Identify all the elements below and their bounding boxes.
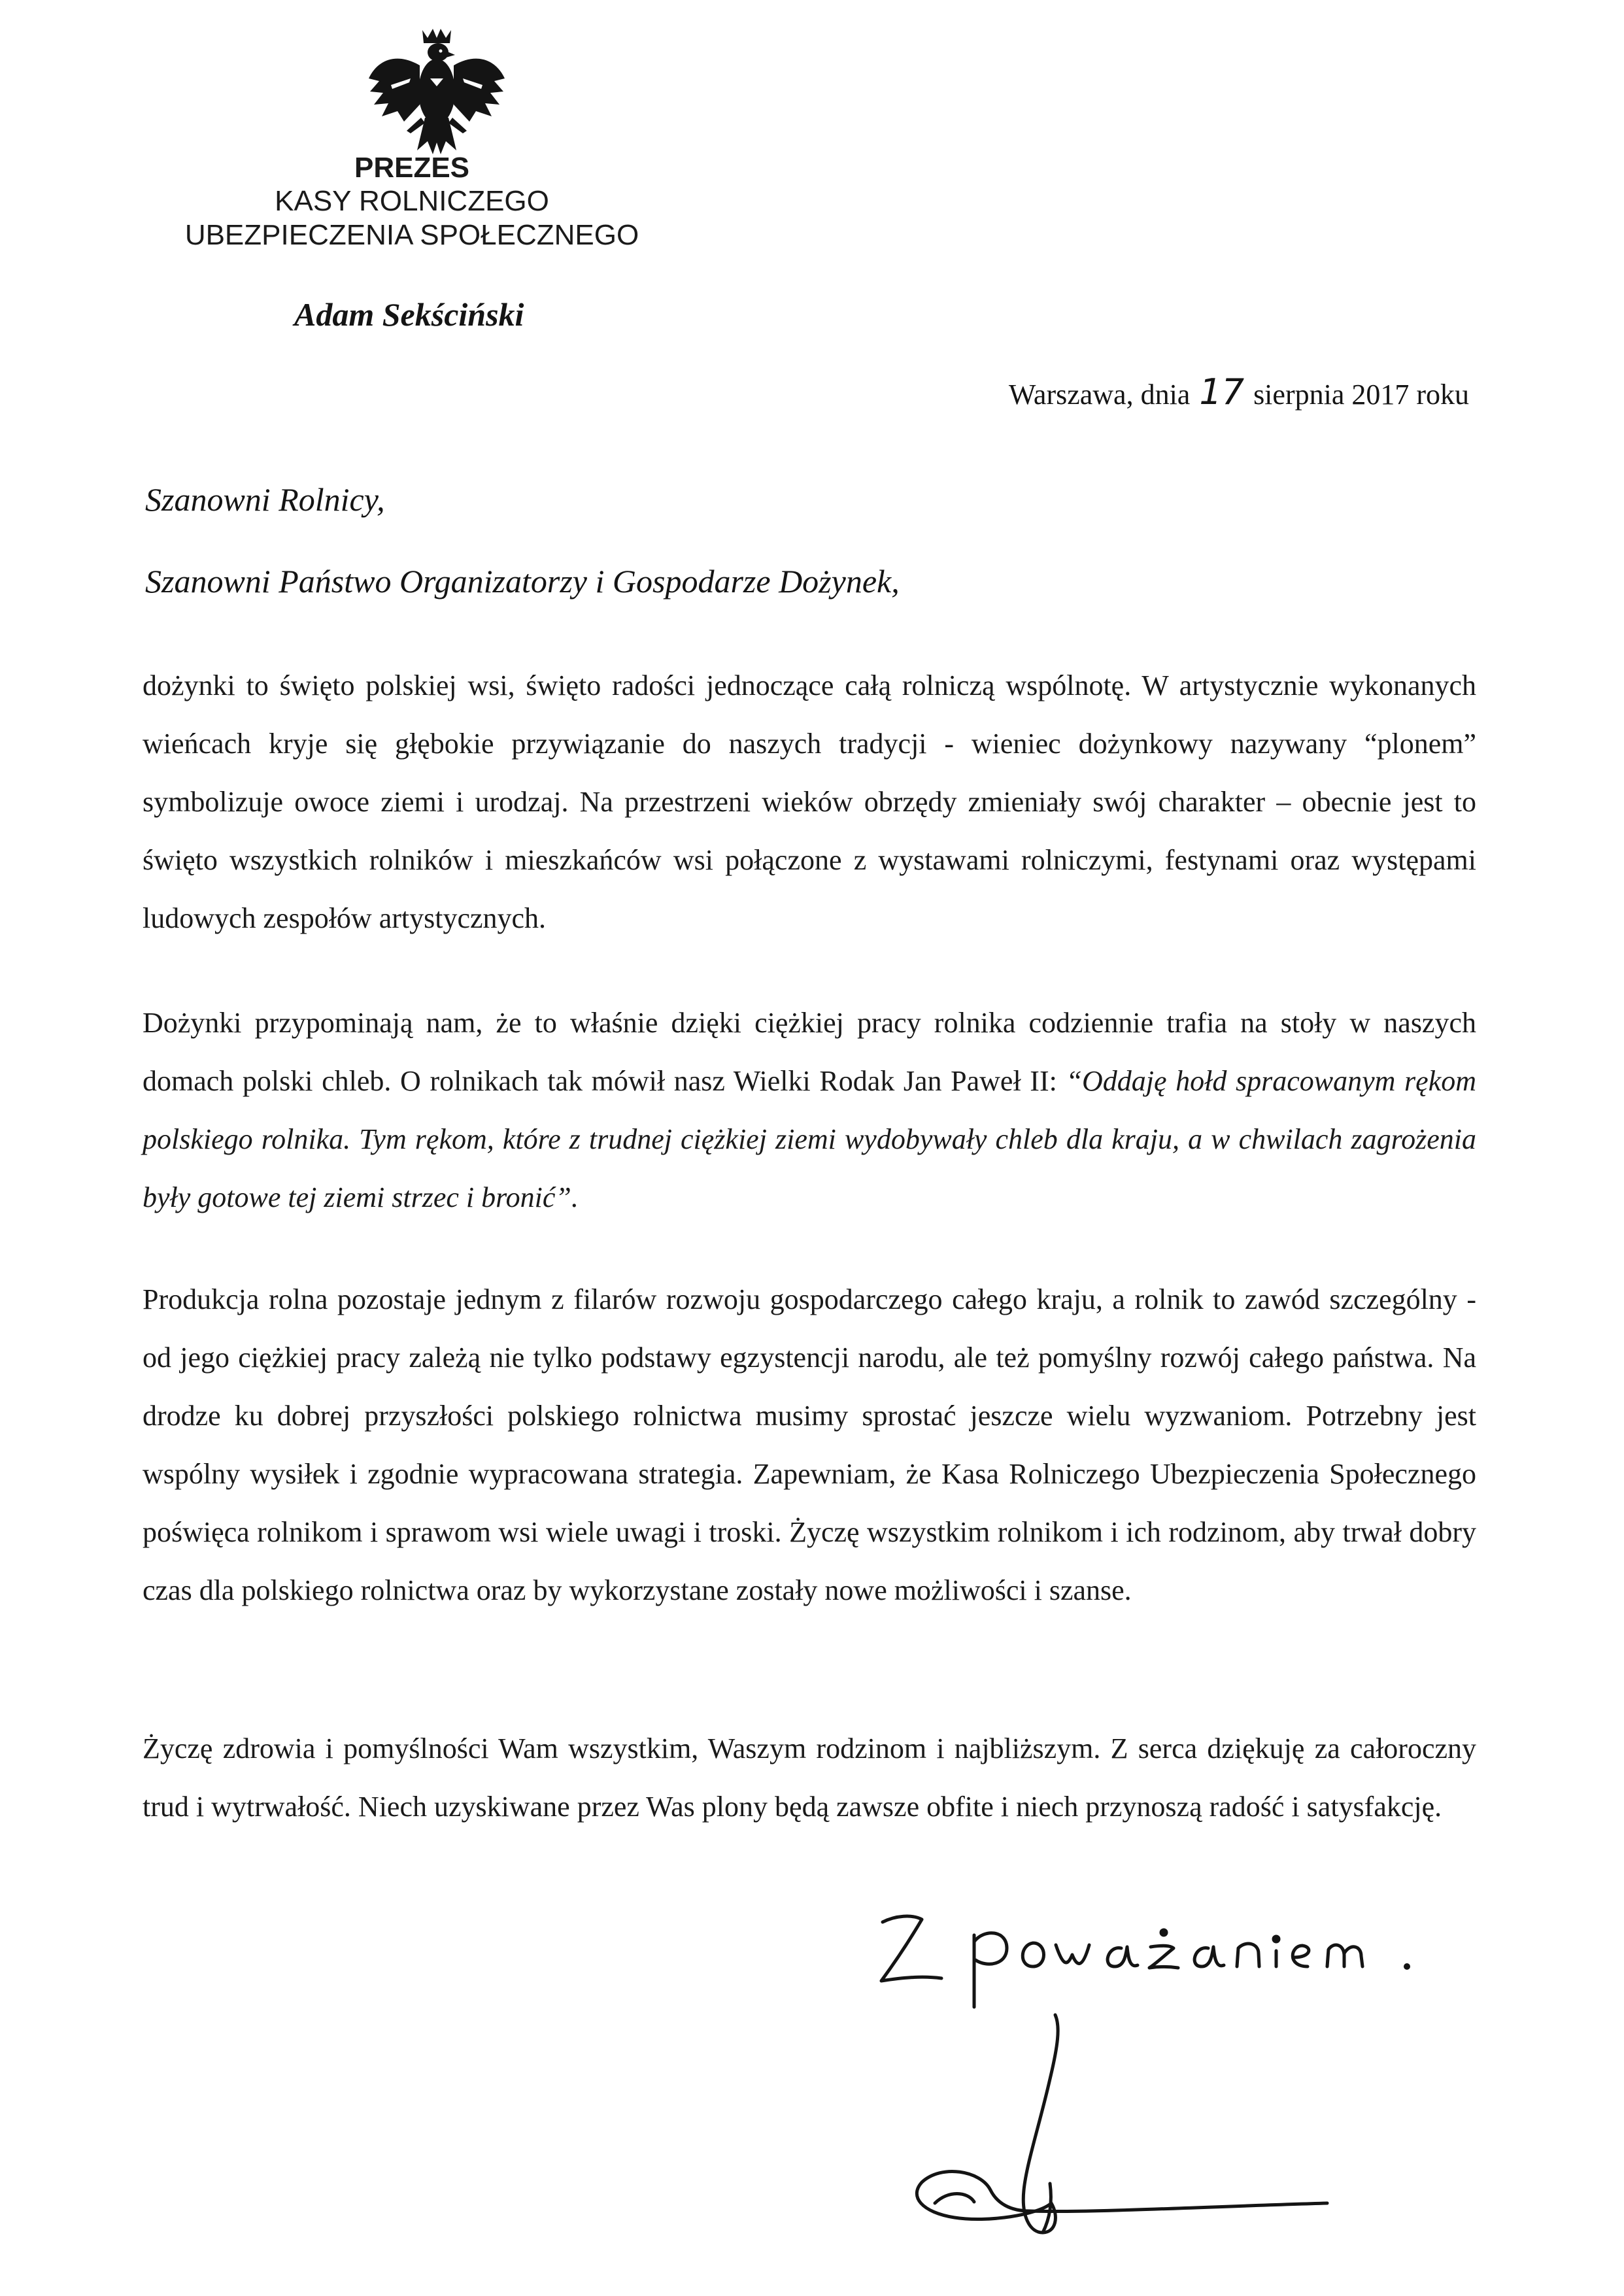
eagle-emblem-icon [365,26,509,157]
handwritten-closing [876,1883,1438,2014]
date-suffix: sierpnia 2017 roku [1253,379,1469,411]
date-day: 17 [1199,371,1245,413]
paragraph-1: dożynki to święto polskiej wsi, święto radości jednoczące całą rolniczą wspólnotę. W artystycznie wykonanych wieńcach kryje się głębokie przywiązanie do naszych tradycji - wieniec dożynkowy nazywany “plonem” symbolizuje owoce ziemi i urodzaj. Na przestrzeni wieków obrzędy zmieniały swój charakter – obecnie jest to święto wszystkich rolników i mieszkańców wsi połączone z wystawami rolniczymi, festynami oraz występami ludowych zespołów artystycznych. [143,669,1476,934]
salutation-line-1: Szanowni Rolnicy, [145,481,385,518]
date-line [1009,371,1469,413]
date-prefix: Warszawa, dnia [1008,379,1191,411]
paragraph-3: Produkcja rolna pozostaje jednym z filarów rozwoju gospodarczego całego kraju, a rolnik to zawód szczególny - od jego ciężkiej pracy zależą nie tylko podstawy egzystencji narodu, ale też pomyślny rozwój całego państwa. Na drodze ku dobrej przyszłości polskiego rolnictwa musimy sprostać jeszcze wielu wyzwaniom. Potrzebny jest wspólny wysiłek i zgodnie wypracowana strategia. Zapewniam, że Kasa Rolniczego Ubezpieczenia Społecznego poświęca rolnikom i sprawom wsi wiele uwagi i troski. Życzę wszystkim rolnikom i ich rodzinom, aby trwał dobry czas dla polskiego rolnictwa oraz by wykorzystane zostały nowe możliwości i szanse. [143,1283,1476,1606]
pope-quote: “Oddaję hołd spracowanym rękom polskiego rolnika. Tym rękom, które z trudnej ciężkiej ziemi wydobywały chleb dla kraju, a w chwilach zagrożenia były gotowe tej ziemi strzec i bronić”. [143,1065,1476,1213]
org-name-line2: UBEZPIECZENIA SPOŁECZNEGO [184,219,639,251]
signature [896,2007,1366,2255]
paragraph-4: Życzę zdrowia i pomyślności Wam wszystkim, Waszym rodzinom i najbliższym. Z serca dziękuję za całoroczny trud i wytrwałość. Niech uzyskiwane przez Was plony będą zawsze obfite i niech przynoszą radość i satysfakcję. [143,1732,1476,1823]
salutation-line-2: Szanowni Państwo Organizatorzy i Gospodarze Dożynek, [145,563,900,599]
issuer-block [118,152,706,252]
org-name-line1: KASY ROLNICZEGO [275,185,549,217]
author-name: Adam Sekściński [294,296,524,333]
paragraph-2-text: Dożynki przypominają nam, że to właśnie dzięki ciężkiej pracy rolnika codziennie trafia na stoły w naszych domach polski chleb. O rolnikach tak mówił nasz Wielki Rodak Jan Paweł II: [143,1007,1476,1097]
paragraph-2 [143,994,1476,1226]
org-title: PREZES [354,152,470,184]
